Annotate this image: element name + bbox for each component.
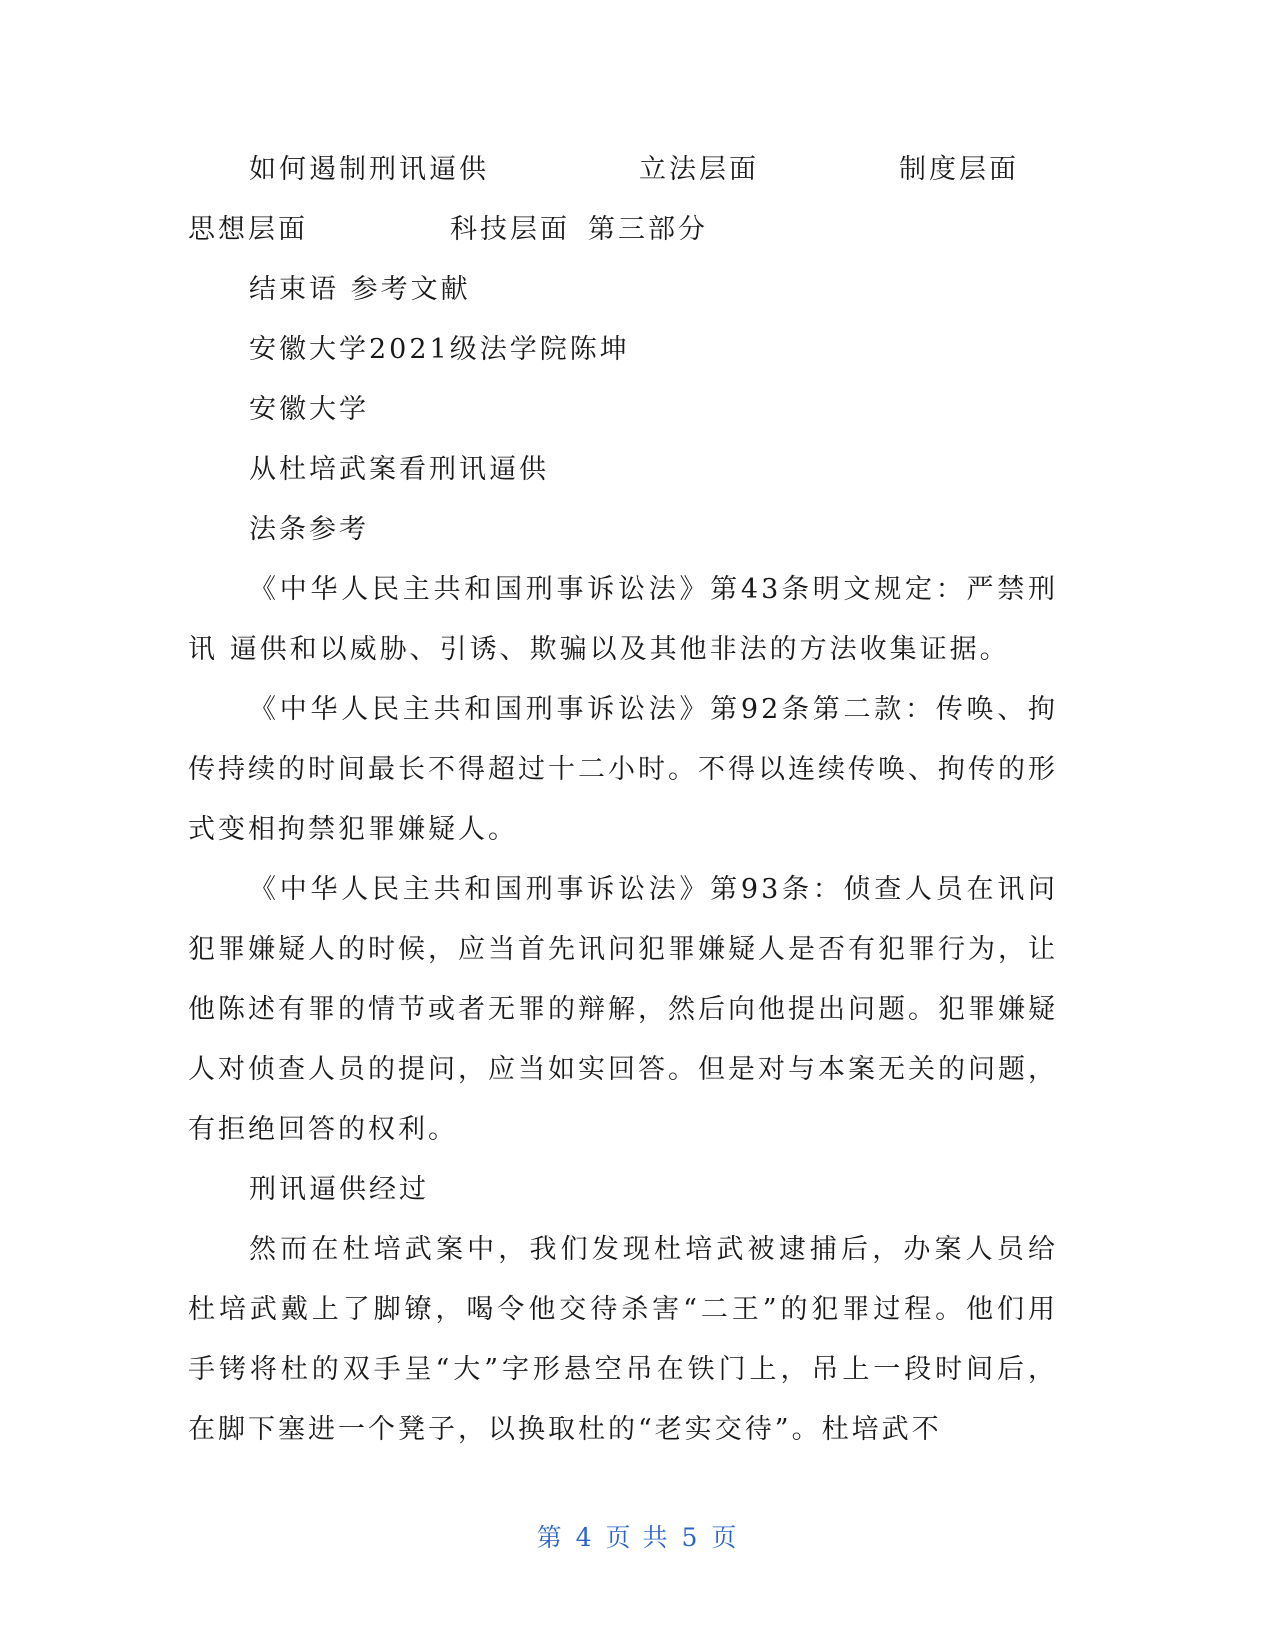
toc-item: 如何遏制刑讯逼供 (249, 154, 489, 185)
footer-prefix: 第 (536, 1523, 564, 1552)
law-paragraph-2: 《中华人民主共和国刑事诉讼法》第92条第二款：传唤、拘传持续的时间最长不得超过十二小时。不得以连续传唤、拘传的形式变相拘禁犯罪嫌疑人。 (188, 694, 1058, 845)
law-paragraph-3: 《中华人民主共和国刑事诉讼法》第93条：侦查人员在讯问犯罪嫌疑人的时候，应当首先讯问犯罪嫌疑人是否有犯罪行为，让他陈述有罪的情节或者无罪的辩解，然后向他提出问题。犯罪嫌疑人对侦查人员的提问，应当如实回答。但是对与本案无关的问题，有拒绝回答的权利。 (188, 874, 1058, 1145)
toc-item: 制度层面 (899, 154, 1019, 185)
toc-item: 科技层面 (450, 214, 570, 245)
toc-item: 立法层面 (639, 154, 759, 185)
law-paragraph-1: 《中华人民主共和国刑事诉讼法》第43条明文规定：严禁刑讯 逼供和以威胁、引诱、欺骗以及其他非法的方法收集证据。 (188, 574, 1058, 665)
page-footer (0, 1518, 1275, 1554)
school-line: 安徽大学 (249, 394, 369, 425)
footer-suffix: 页 (711, 1523, 739, 1552)
footer-current-page: 4 (575, 1523, 594, 1552)
toc-row-1 (188, 140, 1058, 200)
narrative-paragraph: 然而在杜培武案中，我们发现杜培武被逮捕后，办案人员给杜培武戴上了脚镣，喝令他交待杀害“二王”的犯罪过程。他们用手铐将杜的双手呈“大”字形悬空吊在铁门上，吊上一段时间后，在脚下塞进一个凳子，以换取杜的“老实交待”。杜培武不 (188, 1234, 1058, 1445)
page-content (188, 140, 1058, 1460)
toc-item: 第三部分 (588, 214, 708, 245)
author-line: 安徽大学2021级法学院陈坤 (249, 334, 630, 365)
footer-mid: 页 共 (605, 1523, 670, 1552)
document-title: 从杜培武案看刑讯逼供 (249, 454, 549, 485)
toc-row-3: 结束语 参考文献 (249, 274, 471, 305)
section-heading-process: 刑讯逼供经过 (249, 1174, 429, 1205)
footer-total-pages: 5 (681, 1523, 700, 1552)
toc-row-2 (188, 200, 1058, 260)
section-heading-laws: 法条参考 (249, 514, 369, 545)
toc-item: 思想层面 (188, 214, 308, 245)
